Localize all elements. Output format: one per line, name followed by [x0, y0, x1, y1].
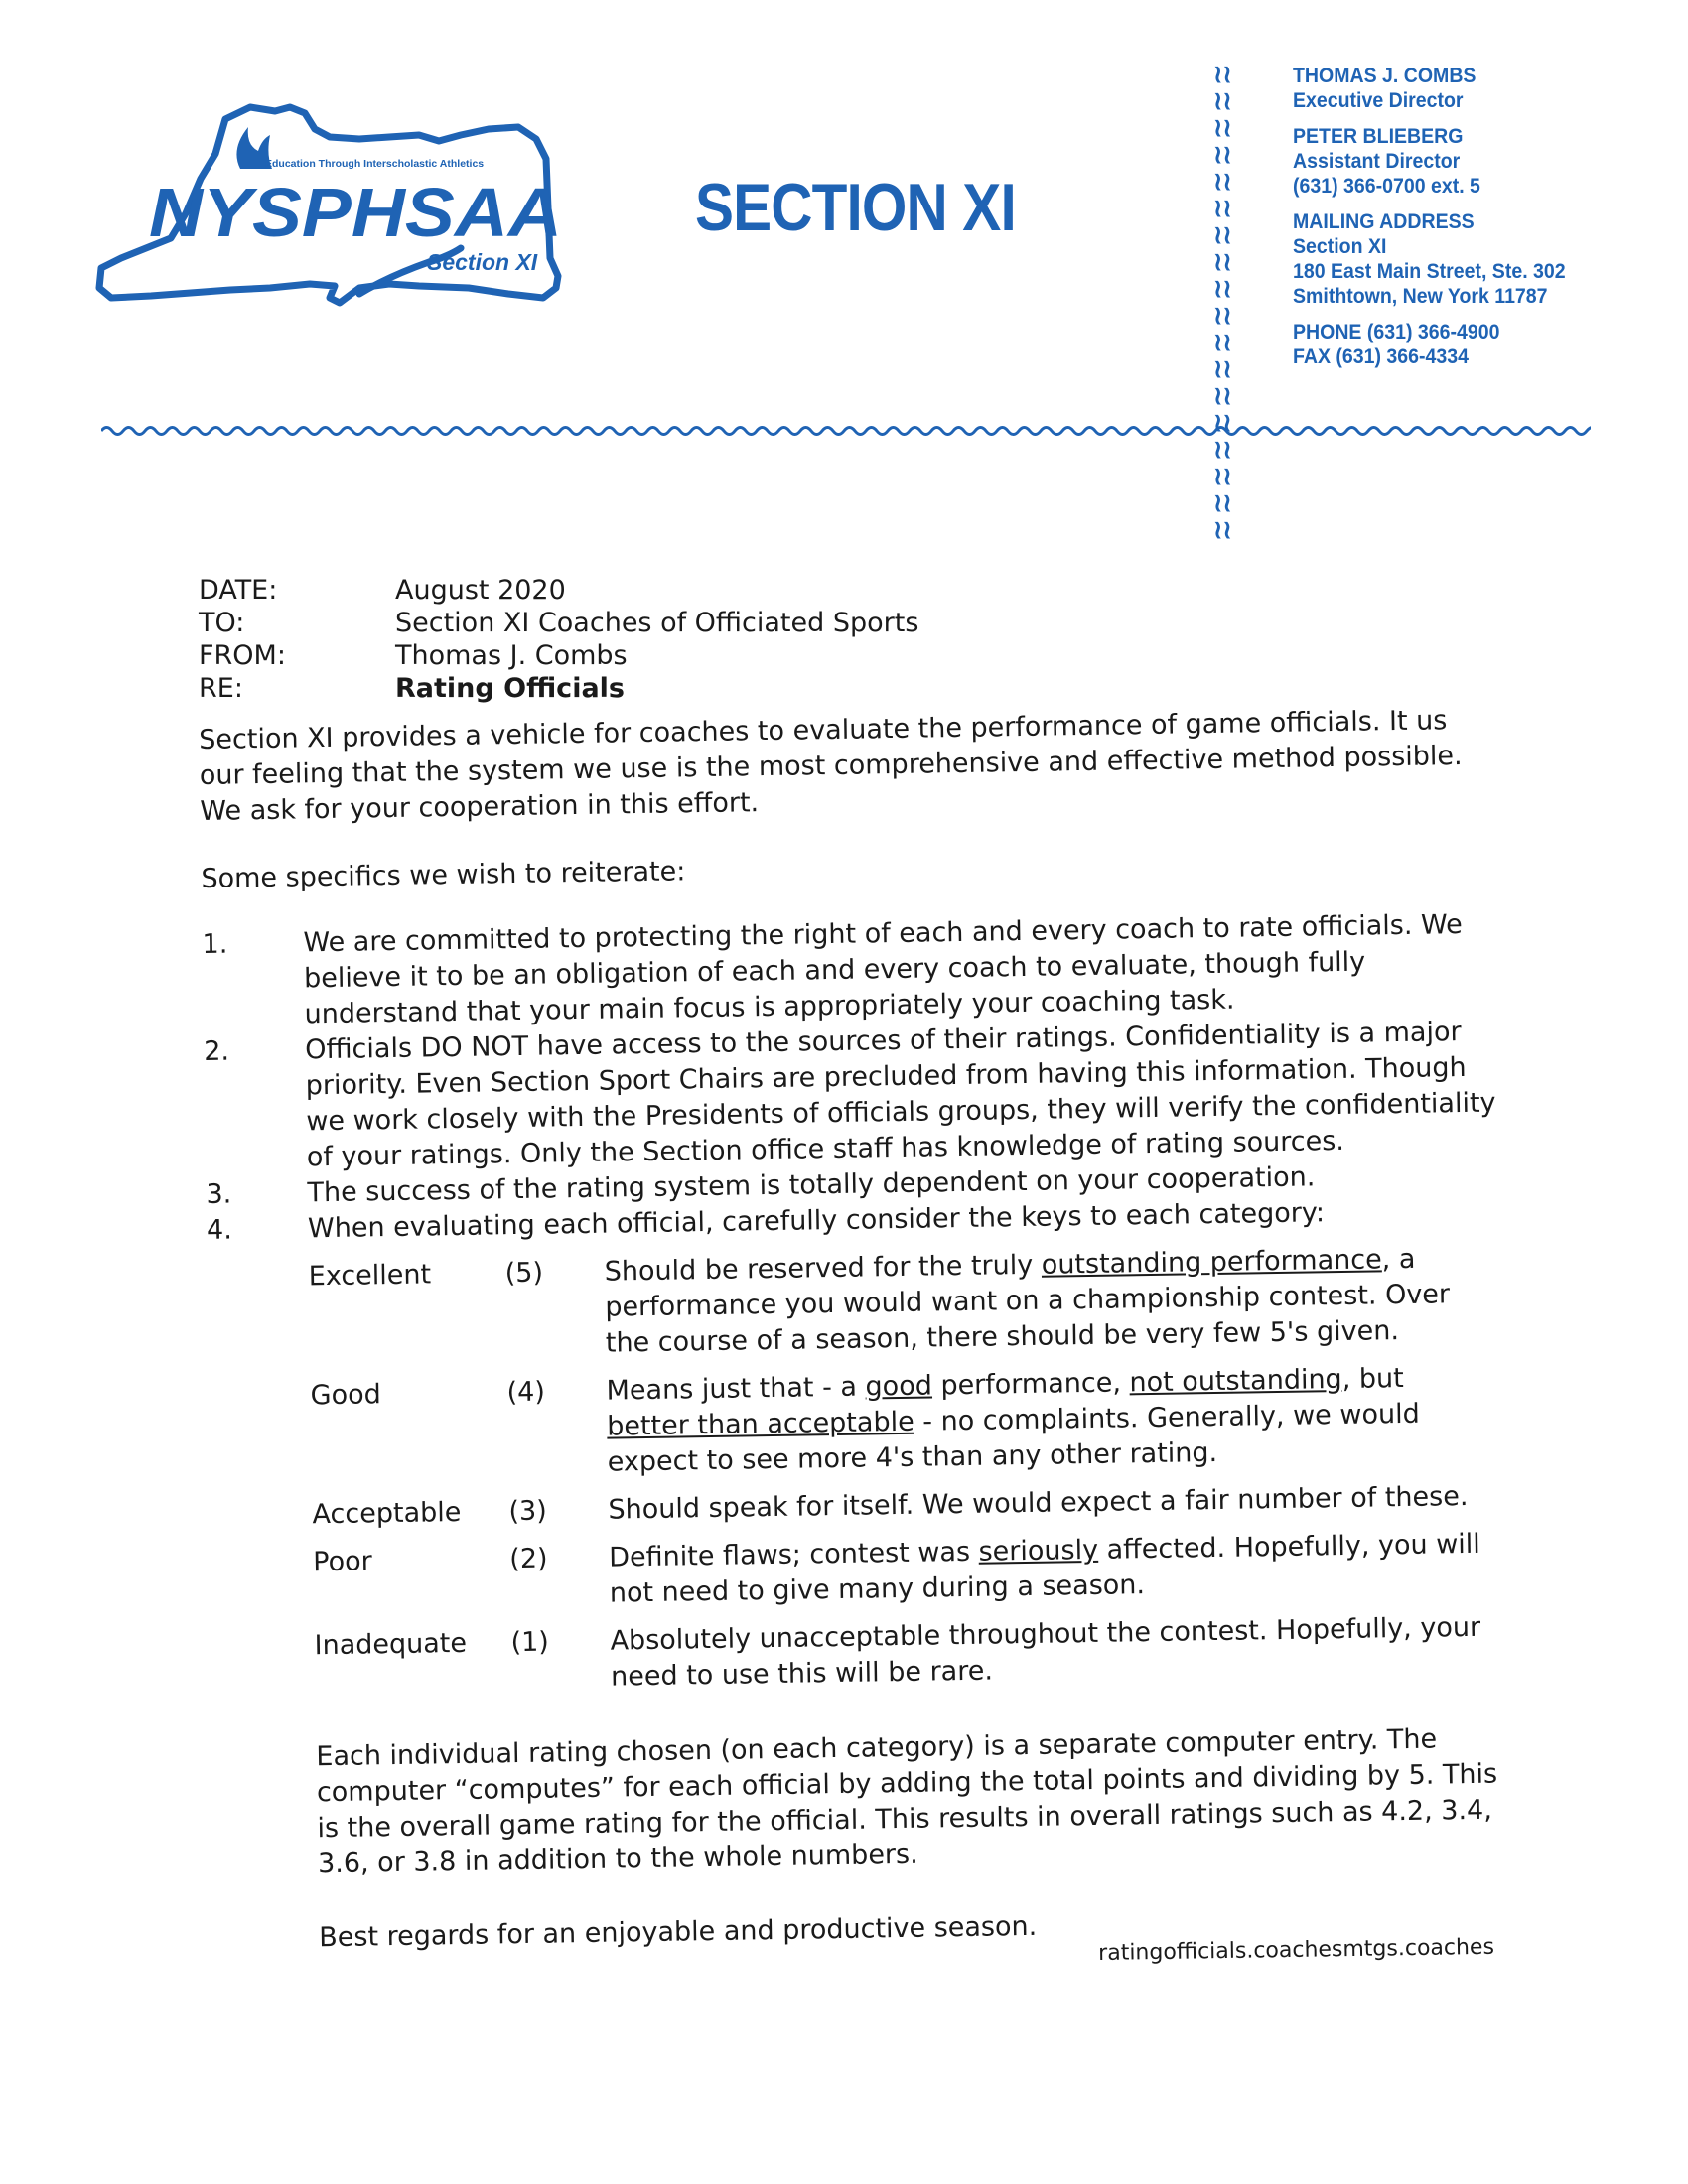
horizontal-wave-divider — [101, 422, 1591, 440]
rating-score: (1) — [510, 1626, 550, 1659]
specifics-lead: Some specifics we wish to reiterate: — [201, 856, 686, 894]
contact-group — [1293, 124, 1653, 199]
rating-score: (3) — [508, 1495, 548, 1528]
logo-wordmark: NYSPHSAA — [149, 174, 562, 251]
points-list — [202, 906, 1524, 1702]
rating-description — [606, 1360, 1481, 1481]
point-number: 3. — [206, 1178, 232, 1210]
regards-line: Best regards for an enjoyable and productive season. — [318, 1910, 1038, 1954]
underlined-phrase: better than acceptable — [606, 1406, 914, 1442]
wave-glyph: ≀≀ — [1213, 409, 1232, 437]
point-text: We are committed to protecting the right of each and every coach to rate officials. We believe it to be an obligation of each and every coach to evaluate, though fully understand that your main focus is appropriately your coaching task. — [303, 909, 1463, 1030]
rating-description — [610, 1610, 1484, 1696]
point-number: 1. — [202, 928, 228, 960]
wave-line — [101, 428, 1591, 435]
wave-glyph: ≀≀ — [1213, 516, 1232, 544]
contact-line: FAX (631) 366-4334 — [1293, 345, 1469, 368]
vertical-wave-divider — [1213, 62, 1241, 544]
rating-description — [609, 1527, 1483, 1612]
contact-line: (631) 366-0700 ext. 5 — [1293, 175, 1480, 198]
wave-glyph: ≀≀ — [1213, 436, 1232, 464]
memo-date-row — [199, 574, 918, 607]
memo-date-value: August 2020 — [395, 575, 566, 606]
nysphsaa-logo — [91, 99, 568, 308]
point-number: 2. — [203, 1035, 230, 1067]
rating-label: Poor — [313, 1546, 373, 1578]
section-title: SECTION XI — [695, 170, 1016, 245]
point-text: Officials DO NOT have access to the sources of their ratings. Confidentiality is a major priority. Even Section Sport Chairs are precluded from having this information. Though we work closely with the Presidents of officials groups, they will verify the confidentiality of your ratings. Only the Section office staff has knowledge of rating sources. — [304, 1017, 1496, 1173]
memo-date-label: DATE: — [199, 575, 278, 606]
logo-section: Section XI — [427, 249, 538, 275]
ratings-table — [309, 1240, 1507, 1700]
description-part: affected. Hopefully, you will not need to give many during a season. — [609, 1528, 1481, 1609]
rating-row — [313, 1526, 1505, 1616]
description-part: Should speak for itself. We would expect a fair number of these. — [608, 1481, 1469, 1526]
rating-label: Inadequate — [314, 1627, 468, 1662]
list-item — [207, 1192, 1525, 1702]
wave-glyph: ≀≀ — [1213, 87, 1232, 115]
contact-block — [1293, 64, 1653, 380]
memo-re-row — [199, 672, 918, 705]
list-item — [204, 1014, 1516, 1177]
closing-paragraph: Each individual rating chosen (on each category) is a separate computer entry. The computer “computes” for each official by adding the total points and dividing by 5. This is the overall game rating for the official. This results in overall ratings such as 4.2, 3.4, 3.6, or 3.8 in addition to the whole numbers. — [316, 1723, 1498, 1880]
contact-line: Assistant Director — [1293, 150, 1461, 173]
wave-glyph: ≀≀ — [1213, 382, 1232, 410]
point-text: When evaluating each official, carefully consider the keys to each category: — [307, 1197, 1326, 1245]
wave-glyph: ≀≀ — [1213, 275, 1232, 303]
memo-body — [199, 702, 1528, 1958]
rating-label: Excellent — [308, 1259, 432, 1293]
description-part: , but — [1341, 1363, 1404, 1395]
contact-group — [1293, 209, 1653, 309]
rating-description — [604, 1241, 1479, 1362]
description-part: Means just that - a — [606, 1371, 866, 1407]
contact-line: PETER BLIEBERG — [1293, 125, 1464, 148]
underlined-phrase: seriously — [978, 1534, 1099, 1568]
memo-re-value: Rating Officials — [395, 673, 625, 704]
point-number: 4. — [206, 1214, 233, 1246]
description-part: performance, — [931, 1367, 1130, 1402]
description-part: - no complaints. Generally, we would expect to see more 4's than any other rating. — [607, 1398, 1420, 1478]
rating-score: (2) — [509, 1543, 548, 1575]
description-part: , a performance you would want on a championship contest. Over the course of a season, there should be very few 5's given. — [605, 1243, 1451, 1359]
contact-line: PHONE (631) 366-4900 — [1293, 321, 1500, 343]
wave-glyph: ≀≀ — [1213, 489, 1232, 517]
memo-to-row — [199, 607, 918, 639]
rating-label: Good — [310, 1379, 382, 1412]
wave-glyph: ≀≀ — [1213, 61, 1232, 88]
footer-file-code: ratingofficials.coachesmtgs.coaches — [1098, 1934, 1495, 1966]
wave-glyph: ≀≀ — [1213, 463, 1232, 490]
logo-tagline: Education Through Interscholastic Athletics — [265, 158, 485, 170]
wave-glyph: ≀≀ — [1213, 302, 1232, 330]
description-part: Should be reserved for the truly — [604, 1249, 1043, 1288]
wave-glyph: ≀≀ — [1213, 248, 1232, 276]
description-part: Absolutely unacceptable throughout the contest. Hopefully, your need to use this will be rare. — [610, 1611, 1481, 1693]
rating-row — [309, 1240, 1502, 1366]
wave-glyph: ≀≀ — [1213, 355, 1232, 383]
wave-glyph: ≀≀ — [1213, 195, 1232, 222]
underlined-phrase: outstanding performance — [1041, 1244, 1382, 1281]
memo-header — [199, 574, 918, 705]
contact-group — [1293, 320, 1653, 369]
underlined-phrase: good — [865, 1370, 933, 1403]
rating-description — [608, 1479, 1481, 1529]
contact-line: Section XI — [1293, 235, 1387, 258]
underlined-phrase: not outstanding — [1129, 1363, 1342, 1399]
intro-paragraph: Section XI provides a vehicle for coaches to evaluate the performance of game officials. It us our feeling that the system we use is the most comprehensive and effective method possible. We ask for your cooperation in this effort. — [199, 705, 1463, 827]
wave-glyph: ≀≀ — [1213, 114, 1232, 142]
memo-from-row — [199, 639, 918, 672]
contact-line: 180 East Main Street, Ste. 302 — [1293, 260, 1566, 283]
memo-re-label: RE: — [199, 673, 243, 704]
wave-glyph: ≀≀ — [1213, 168, 1232, 196]
description-part: Definite flaws; contest was — [609, 1536, 979, 1573]
memo-to-label: TO: — [199, 608, 245, 638]
wave-glyph: ≀≀ — [1213, 329, 1232, 356]
memo-to-value: Section XI Coaches of Officiated Sports — [395, 608, 919, 638]
rating-row — [312, 1478, 1503, 1533]
rating-score: (5) — [504, 1257, 544, 1290]
contact-line: THOMAS J. COMBS — [1293, 65, 1477, 87]
rating-score: (4) — [506, 1376, 546, 1409]
wave-glyph: ≀≀ — [1213, 141, 1232, 169]
point-text: The success of the rating system is totally dependent on your cooperation. — [307, 1161, 1316, 1209]
rating-label: Acceptable — [312, 1496, 462, 1531]
contact-line: MAILING ADDRESS — [1293, 210, 1475, 233]
rating-row — [314, 1609, 1506, 1700]
memo-from-value: Thomas J. Combs — [395, 640, 628, 671]
memo-from-label: FROM: — [199, 640, 286, 671]
rating-row — [310, 1359, 1503, 1485]
contact-line: Smithtown, New York 11787 — [1293, 285, 1548, 308]
list-item — [202, 906, 1514, 1034]
point-text-with-ratings — [308, 1192, 1507, 1700]
contact-group — [1293, 64, 1653, 113]
wave-glyph: ≀≀ — [1213, 221, 1232, 249]
contact-line: Executive Director — [1293, 89, 1464, 112]
